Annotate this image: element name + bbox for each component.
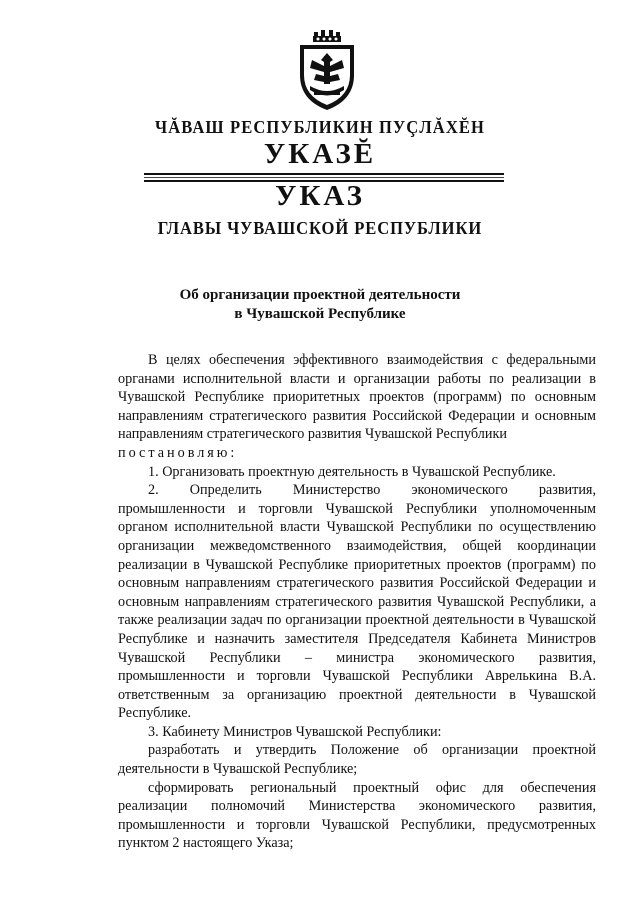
document-title: [0, 286, 640, 324]
document-body: [118, 351, 596, 853]
russian-header-subtitle: ГЛАВЫ ЧУВАШСКОЙ РЕСПУБЛИКИ: [157, 218, 483, 238]
item-3-subitem-a: разработать и утвердить Положение об организации проектной деятельности в Чувашской Республике;: [118, 742, 596, 778]
chuvash-header-title: ЧĂВАШ РЕСПУБЛИКИН ПУÇЛĂХĔН: [154, 117, 486, 137]
item-3-subitem-b: сформировать региональный проектный офис для обеспечения реализации полномочий Министерства экономического развития, промышленности и торговли Чувашской Республики, предусмотренных пунктом 2 настоящего Указа;: [118, 779, 596, 852]
chuvash-decree-word: УКАЗĔ: [263, 138, 377, 170]
item-2-paragraph: 2. Определить Министерство экономического развития, промышленности и торговли Чувашской Республики уполномоченным органом исполнительной власти Чувашской Республики по осуществлению организации межведомственного взаимодействия, общей координации реализации в Чувашской Республике приоритетных проектов (программ) по основным направлениям стратегического развития Российской Федерации и основным направлениям стратегического развития Чувашской Республики, а также реализации задач по организации проектной деятельности в Чувашской Республике и назначить заместителя Председателя Кабинета Министров Чувашской Республики – министра экономического развития, промышленности и торговли Чувашской Республики Аврелькина В.А. ответственным за организацию проектной деятельности в Чувашской Республике.: [118, 482, 596, 722]
russian-decree-word: УКАЗ: [275, 180, 365, 212]
coat-of-arms-emblem: [292, 30, 362, 112]
preamble-paragraph: [118, 351, 596, 444]
preamble-text: В целях обеспечения эффективного взаимодействия с федеральными органами исполнительной власти и организации работы по реализации в Чувашской Республике приоритетных проектов (программ) по основным направлениям стратегического развития Российской Федерации и основным направлениям стратегического развития Чувашской Республики: [118, 352, 596, 443]
document-title-line1: Об организации проектной деятельности: [179, 287, 461, 303]
document-title-line2: в Чувашской Республике: [234, 306, 406, 322]
item-1-paragraph: 1. Организовать проектную деятельность в Чувашской Республике.: [148, 463, 556, 480]
item-3-heading: 3. Кабинету Министров Чувашской Республики:: [148, 723, 442, 740]
decree-word: постановляю:: [118, 444, 238, 461]
